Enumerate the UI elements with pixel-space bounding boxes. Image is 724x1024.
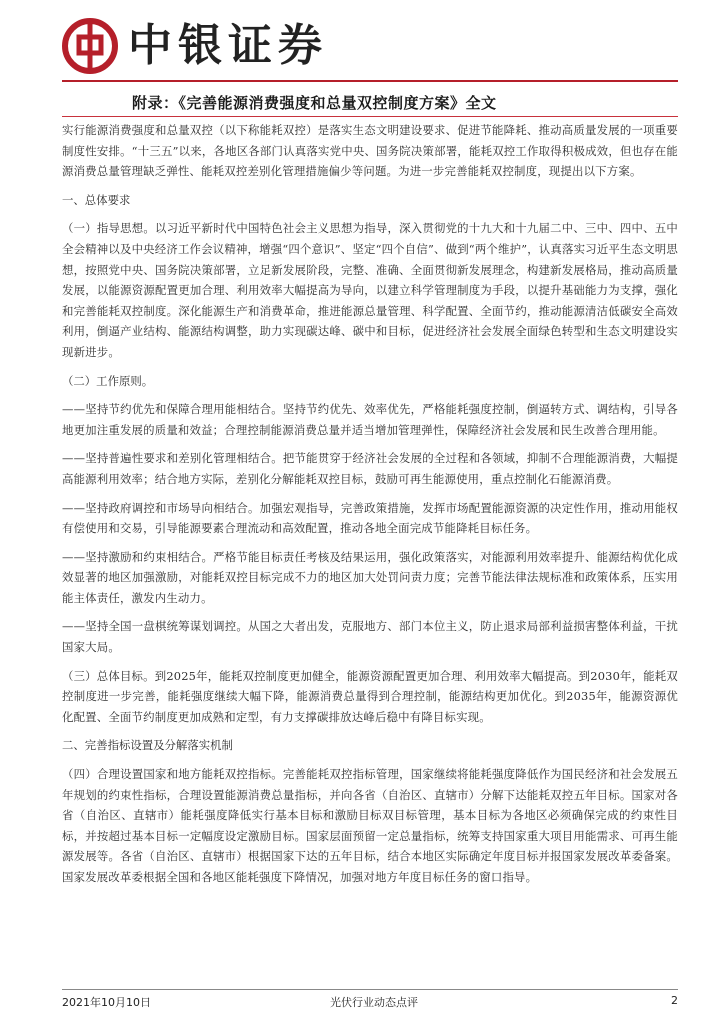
footer-date: 2021年10月10日 — [62, 996, 151, 1009]
title-divider — [62, 116, 678, 117]
paragraph-gap — [62, 182, 678, 190]
body-paragraph: ——坚持普遍性要求和差别化管理相结合。把节能贯穿于经济社会发展的全过程和各领域，抑制不合理能源消费，大幅提高能源利用效率；结合地方实际，差别化分解能耗双控目标，鼓励可再生能源使用，重点控制化石能源消费。 — [62, 451, 678, 486]
paragraph-gap — [62, 363, 678, 371]
paragraph-gap — [62, 440, 678, 448]
page-title: 附录：《完善能源消费强度和总量双控制度方案》全文 — [132, 94, 497, 112]
brand-logo — [62, 18, 328, 74]
body-paragraph: ——坚持激励和约束相结合。严格节能目标责任考核及结果运用，强化政策落实，对能源利用效率提升、能源结构优化成效显著的地区加强激励，对能耗双控目标完成不力的地区加大处罚问责力度；完善节能法律法规标准和政策体系，压实用能主体责任，激发内生动力。 — [62, 549, 678, 605]
paragraph-gap — [62, 658, 678, 666]
body-paragraph: （四）合理设置国家和地方能耗双控指标。完善能耗双控指标管理，国家继续将能耗强度降低作为国民经济和社会发展五年规划的约束性指标，合理设置能源消费总量指标，并向各省（自治区、直辖市）分解下达能耗双控五年目标。国家对各省（自治区、直辖市）能耗强度降低实行基本目标和激励目标双目标管理，基本目标为各地区必须确保完成的约束性目标，并按超过基本目标一定幅度设定激励目标。国家层面预留一定总量指标，统筹支持国家重大项目用能需求、可再生能源发展等。各省（自治区、直辖市）根据国家下达的五年目标，结合本地区实际确定年度目标并报国家发展改革委备案。国家发展改革委根据全国和各地区能耗强度下降情况，加强对地方年度目标任务的窗口指导。 — [62, 767, 678, 884]
paragraph-gap — [62, 490, 678, 498]
section-heading: 一、总体要求 — [62, 192, 131, 207]
paragraph-gap — [62, 210, 678, 218]
header-divider — [62, 80, 678, 82]
section-heading: 二、完善指标设置及分解落实机制 — [62, 738, 233, 753]
body-paragraph: ——坚持政府调控和市场导向相结合。加强宏观指导，完善政策措施，发挥市场配置能源资源的决定性作用，推动用能权有偿使用和交易，引导能源要素合理流动和高效配置，推动各地全面完成节能降耗目标任务。 — [62, 500, 678, 536]
paragraph-gap — [62, 608, 678, 616]
section-heading: （二）工作原则。 — [62, 373, 154, 388]
footer-report-type: 光伏行业动态点评 — [330, 996, 418, 1009]
page-number: 2 — [671, 994, 678, 1007]
paragraph-gap — [62, 539, 678, 547]
logo-text: 中银证券 — [128, 20, 328, 71]
bank-of-china-logo-icon — [62, 18, 118, 74]
paragraph-gap — [62, 756, 678, 764]
paragraph-gap — [62, 727, 678, 735]
paragraph-gap — [62, 391, 678, 399]
body-paragraph: ——坚持全国一盘棋统筹谋划调控。从国之大者出发，克服地方、部门本位主义，防止退求局部利益损害整体利益，干扰国家大局。 — [62, 619, 678, 655]
footer-divider — [62, 989, 678, 990]
body-paragraph: （三）总体目标。到2025年，能耗双控制度更加健全，能源资源配置更加合理、利用效率大幅提高。到2030年，能耗双控制度进一步完善，能耗强度继续大幅下降，能源消费总量得到合理控制，能源结构更加优化。到2035年，能源资源优化配置、全面节约制度更加成熟和定型，有力支撑碳排放达峰后稳中有降目标实现。 — [62, 668, 678, 724]
body-paragraph: 实行能源消费强度和总量双控（以下称能耗双控）是落实生态文明建设要求、促进节能降耗、推动高质量发展的一项重要制度性安排。“十三五”以来，各地区各部门认真落实党中央、国务院决策部署，能耗双控工作取得积极成效，但也存在能源消费总量管理缺乏弹性、能耗双控差别化管理措施偏少等问题。为进一步完善能耗双控制度，现提出以下方案。 — [62, 123, 678, 179]
body-paragraph: （一）指导思想。以习近平新时代中国特色社会主义思想为指导，深入贯彻党的十九大和十九届二中、三中、四中、五中全会精神以及中央经济工作会议精神，增强“四个意识”、坚定“四个自信”、做到“两个维护”，认真落实习近平生态文明思想，按照党中央、国务院决策部署，立足新发展阶段，完整、准确、全面贯彻新发展理念，构建新发展格局，推动高质量发展，以能源资源配置更加合理、利用效率大幅提高为导向，以建立科学管理制度为手段，以提升基础能力为支撑，强化和完善能耗双控制度。深化能源生产和消费革命，推进能源总量管理、科学配置、全面节约，推动能源清洁低碳安全高效利用，倒逼产业结构、能源结构调整，助力实现碳达峰、碳中和目标，促进经济社会发展全面绿色转型和生态文明建设实现新进步。 — [62, 221, 678, 359]
document-body — [62, 120, 678, 888]
body-paragraph: ——坚持节约优先和保障合理用能相结合。坚持节约优先、效率优先，严格能耗强度控制，倒逼转方式、调结构，引导各地更加注重发展的质量和效益；合理控制能源消费总量并适当增加管理弹性，保障经济社会发展和民生改善合理用能。 — [62, 402, 678, 437]
